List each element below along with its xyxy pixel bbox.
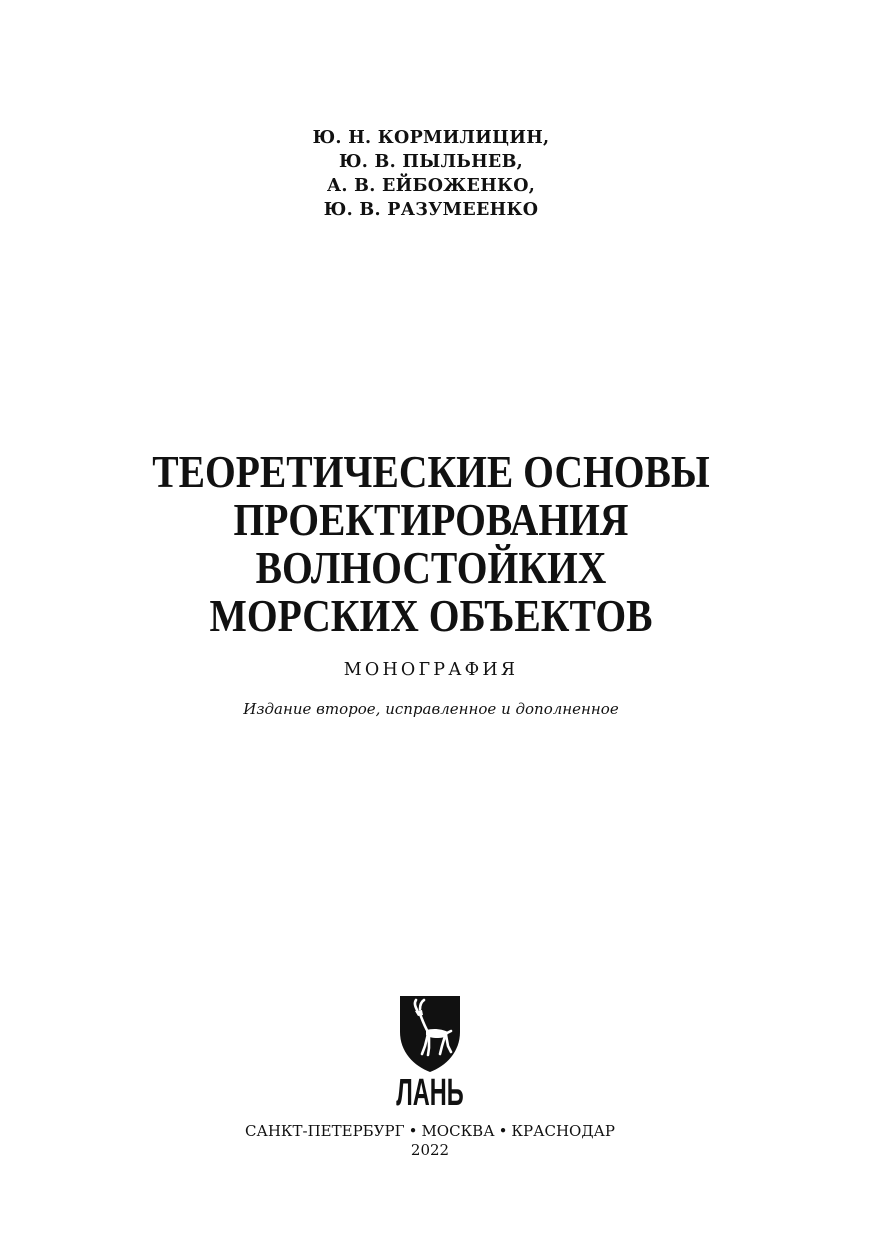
title-line: МОРСКИХ ОБЪЕКТОВ xyxy=(209,590,653,641)
author-list xyxy=(0,126,862,222)
author-name: А. В. ЕЙБОЖЕНКО, xyxy=(326,176,536,196)
city-name: МОСКВА xyxy=(421,1122,495,1140)
author-name: Ю. Н. КОРМИЛИЦИН, xyxy=(312,128,550,148)
author-name: Ю. В. РАЗУМЕЕНКО xyxy=(323,200,539,220)
author-name: Ю. В. ПЫЛЬНЕВ, xyxy=(338,152,524,172)
city-name: САНКТ-ПЕТЕРБУРГ xyxy=(245,1122,405,1140)
edition-note: Издание второе, исправленное и дополненное xyxy=(243,700,619,718)
title-line: ТЕОРЕТИЧЕСКИЕ ОСНОВЫ xyxy=(152,446,710,497)
publication-cities xyxy=(0,1121,860,1141)
city-separator: • xyxy=(408,1122,418,1140)
deer-shield-icon xyxy=(398,994,462,1074)
book-title xyxy=(60,448,801,640)
publisher-name: ЛАНЬ xyxy=(396,1072,464,1114)
title-line: ПРОЕКТИРОВАНИЯ xyxy=(233,494,629,545)
city-name: КРАСНОДАР xyxy=(511,1122,615,1140)
genre-label: МОНОГРАФИЯ xyxy=(343,660,519,680)
city-separator: • xyxy=(498,1122,508,1140)
title-line: ВОЛНОСТОЙКИХ xyxy=(255,542,607,593)
publication-year: 2022 xyxy=(410,1141,450,1159)
